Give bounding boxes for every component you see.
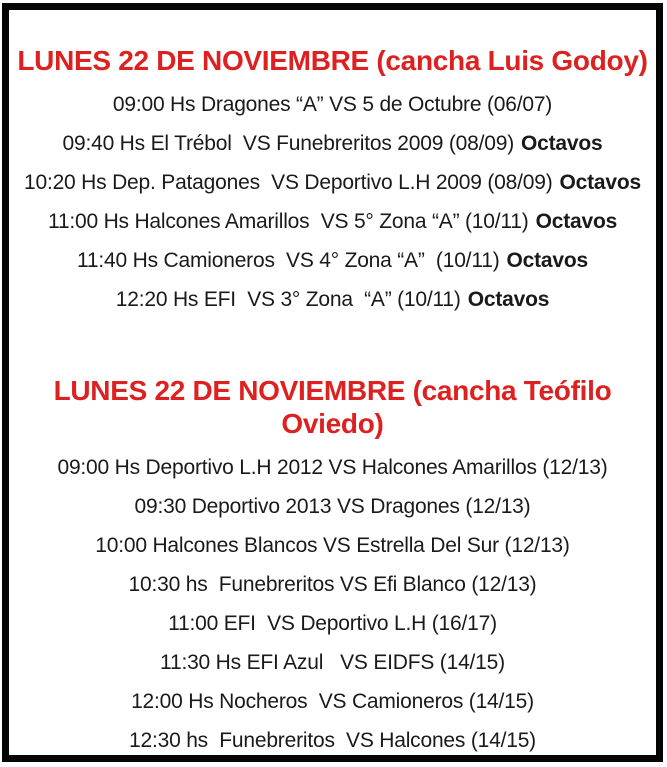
match-text: 09:00 Hs Deportivo L.H 2012 VS Halcones Amarillos (12/13) [57, 456, 608, 479]
match-row [9, 526, 656, 565]
match-stage-label: Octavos [521, 132, 603, 155]
match-text: 11:40 Hs Camioneros VS 4° Zona “A” (10/11) [77, 249, 500, 272]
match-text: 09:00 Hs Dragones “A” VS 5 de Octubre (06/07) [112, 93, 553, 116]
match-text: 11:00 Hs Halcones Amarillos VS 5° Zona “A” (10/11) [47, 210, 529, 233]
match-row [9, 643, 656, 682]
match-row [9, 565, 656, 604]
match-row [9, 202, 656, 241]
match-text: 12:30 hs Funebreritos VS Halcones (14/15) [129, 729, 536, 752]
section-heading: LUNES 22 DE NOVIEMBRE (cancha Luis Godoy) [17, 45, 648, 76]
match-text: 09:30 Deportivo 2013 VS Dragones (12/13) [134, 495, 531, 518]
match-stage-label: Octavos [467, 288, 550, 311]
section-cancha-luis-godoy [9, 44, 656, 319]
match-stage-label: Octavos [506, 249, 588, 272]
match-stage-label: Octavos [559, 171, 641, 194]
section-cancha-teofilo-oviedo [9, 374, 656, 760]
match-row [9, 241, 656, 280]
match-text: 12:20 Hs EFI VS 3° Zona “A” (10/11) [115, 288, 461, 311]
match-row [9, 682, 656, 721]
schedule-content [9, 10, 656, 760]
match-text: 09:40 Hs El Trébol VS Funebreritos 2009 (08/09) [62, 132, 514, 155]
match-row [9, 85, 656, 124]
page-border-frame [2, 3, 663, 762]
match-stage-label: Octavos [535, 210, 618, 233]
match-text: 10:00 Halcones Blancos VS Estrella Del Sur (12/13) [95, 534, 570, 557]
match-row [9, 604, 656, 643]
match-row [9, 163, 656, 202]
match-row [9, 280, 656, 319]
match-row [9, 487, 656, 526]
section-heading: LUNES 22 DE NOVIEMBRE (cancha Teófilo Oviedo) [53, 375, 619, 439]
match-text: 11:00 EFI VS Deportivo L.H (16/17) [168, 612, 497, 635]
match-text: 10:30 hs Funebreritos VS Efi Blanco (12/13) [128, 573, 537, 596]
match-row [9, 448, 656, 487]
match-text: 10:20 Hs Dep. Patagones VS Deportivo L.H 2009 (08/09) [23, 171, 553, 194]
match-text: 12:00 Hs Nocheros VS Camioneros (14/15) [131, 690, 534, 713]
match-row [9, 721, 656, 760]
match-text: 11:30 Hs EFI Azul VS EIDFS (14/15) [160, 651, 505, 674]
match-row [9, 124, 656, 163]
